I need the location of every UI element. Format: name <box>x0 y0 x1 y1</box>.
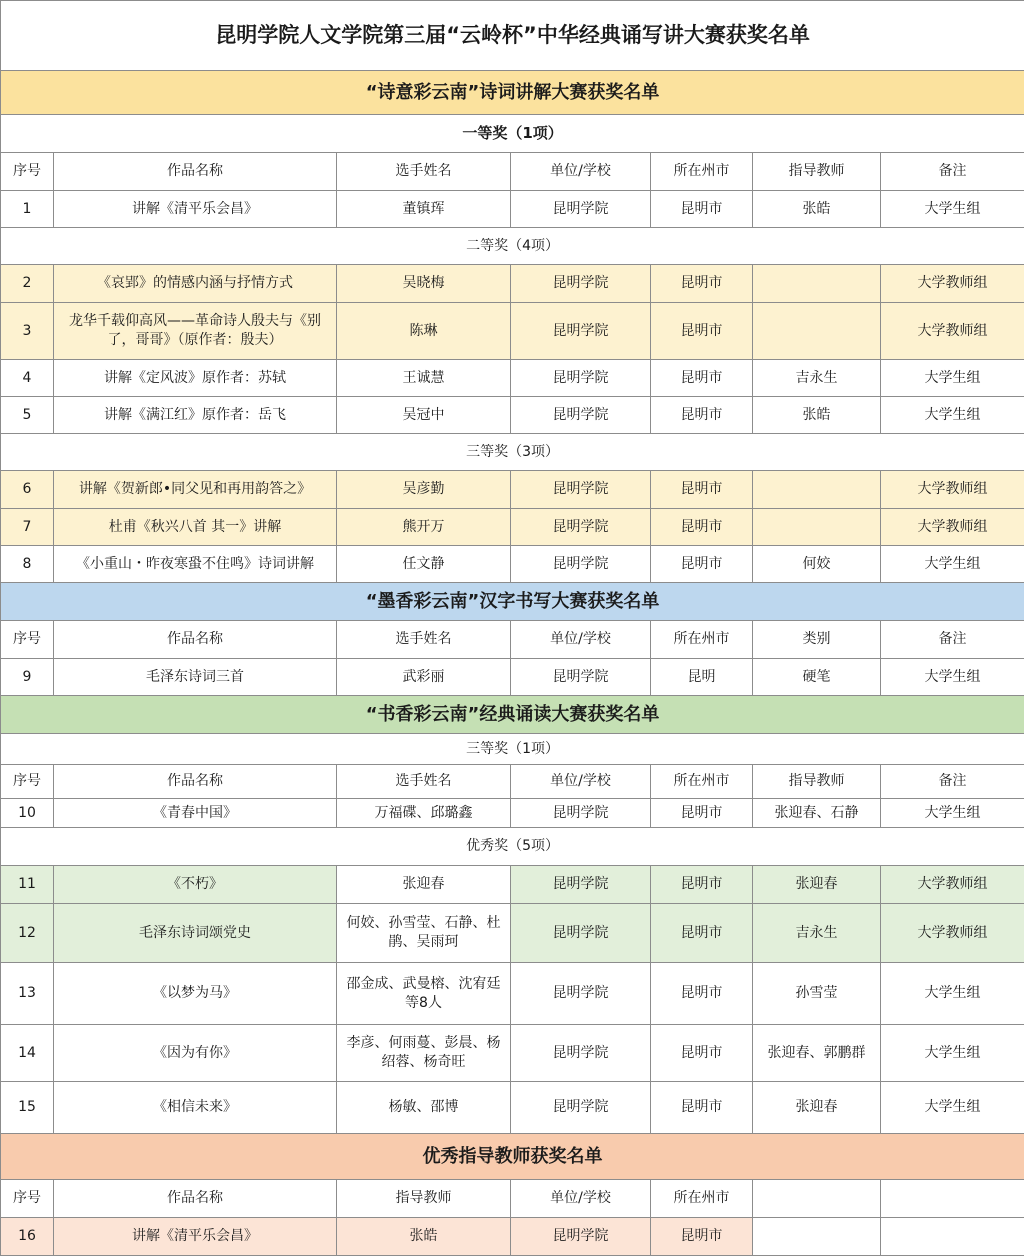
cell-advisor: 张迎春 <box>753 1082 881 1134</box>
cell-work: 毛泽东诗词三首 <box>54 659 337 696</box>
header-cell: 单位/学校 <box>511 765 651 799</box>
cell-city: 昆明市 <box>651 191 753 228</box>
award-heading-third: 三等奖（1项） <box>1 734 1024 765</box>
award-heading-first: 一等奖（1项） <box>1 115 1024 153</box>
header-cell: 选手姓名 <box>337 621 511 659</box>
cell-index: 10 <box>1 799 54 828</box>
cell-work: 《因为有你》 <box>54 1025 337 1082</box>
cell-index: 7 <box>1 509 54 546</box>
cell-school: 昆明学院 <box>511 866 651 904</box>
header-cell: 序号 <box>1 765 54 799</box>
cell-contestant: 吴晓梅 <box>337 265 511 303</box>
header-cell: 备注 <box>881 621 1024 659</box>
cell-index: 3 <box>1 303 54 360</box>
cell-work: 《小重山・昨夜寒蛩不住鸣》诗词讲解 <box>54 546 337 583</box>
cell-city: 昆明市 <box>651 471 753 509</box>
table-row <box>1 799 1024 828</box>
cell-note: 大学生组 <box>881 963 1024 1025</box>
award-heading-second: 二等奖（4项） <box>1 228 1024 265</box>
cell-contestant: 武彩丽 <box>337 659 511 696</box>
section-title-calligraphy: “墨香彩云南”汉字书写大赛获奖名单 <box>1 583 1024 621</box>
header-cell: 指导教师 <box>753 765 881 799</box>
table-row <box>1 471 1024 509</box>
cell-city: 昆明市 <box>651 1025 753 1082</box>
table-row <box>1 303 1024 360</box>
cell-city: 昆明市 <box>651 265 753 303</box>
header-cell: 备注 <box>881 153 1024 191</box>
cell-school: 昆明学院 <box>511 471 651 509</box>
cell-work: 《哀郢》的情感内涵与抒情方式 <box>54 265 337 303</box>
header-cell <box>753 1180 881 1218</box>
header-cell: 序号 <box>1 621 54 659</box>
page-title: 昆明学院人文学院第三届“云岭杯”中华经典诵写讲大赛获奖名单 <box>1 1 1024 71</box>
award-heading-third: 三等奖（3项） <box>1 434 1024 471</box>
header-cell: 单位/学校 <box>511 153 651 191</box>
cell-note: 大学教师组 <box>881 904 1024 963</box>
table-header-row <box>1 765 1024 799</box>
cell-city: 昆明市 <box>651 963 753 1025</box>
header-cell <box>881 1180 1024 1218</box>
cell-work: 讲解《贺新郎•同父见和再用韵答之》 <box>54 471 337 509</box>
table-row <box>1 1025 1024 1082</box>
cell-work: 龙华千载仰高风——革命诗人殷夫与《别了，哥哥》（原作者：殷夫） <box>54 303 337 360</box>
cell-city: 昆明市 <box>651 509 753 546</box>
header-cell: 序号 <box>1 153 54 191</box>
cell-note: 大学生组 <box>881 360 1024 397</box>
table-row <box>1 866 1024 904</box>
cell-index: 15 <box>1 1082 54 1134</box>
header-cell: 所在州市 <box>651 621 753 659</box>
cell-contestant: 董镇珲 <box>337 191 511 228</box>
cell-work: 讲解《定风波》原作者：苏轼 <box>54 360 337 397</box>
cell-advisor: 吉永生 <box>753 904 881 963</box>
cell-note: 大学教师组 <box>881 866 1024 904</box>
cell-index: 1 <box>1 191 54 228</box>
table-row <box>1 360 1024 397</box>
header-cell: 类别 <box>753 621 881 659</box>
cell-school: 昆明学院 <box>511 265 651 303</box>
cell-index: 11 <box>1 866 54 904</box>
cell-contestant: 何姣、孙雪莹、石静、杜鹃、吴雨珂 <box>337 904 511 963</box>
cell-empty <box>753 1218 881 1256</box>
cell-index: 8 <box>1 546 54 583</box>
cell-advisor: 孙雪莹 <box>753 963 881 1025</box>
cell-note: 大学教师组 <box>881 303 1024 360</box>
header-cell: 作品名称 <box>54 1180 337 1218</box>
cell-city: 昆明 <box>651 659 753 696</box>
cell-city: 昆明市 <box>651 360 753 397</box>
cell-work: 讲解《清平乐会昌》 <box>54 1218 337 1256</box>
cell-city: 昆明市 <box>651 546 753 583</box>
table-row <box>1 546 1024 583</box>
header-cell: 所在州市 <box>651 153 753 191</box>
table-row <box>1 509 1024 546</box>
cell-note: 大学生组 <box>881 799 1024 828</box>
cell-contestant: 杨敏、邵博 <box>337 1082 511 1134</box>
cell-school: 昆明学院 <box>511 904 651 963</box>
cell-city: 昆明市 <box>651 866 753 904</box>
table-row <box>1 397 1024 434</box>
cell-advisor: 吉永生 <box>753 360 881 397</box>
cell-note: 大学生组 <box>881 1082 1024 1134</box>
cell-school: 昆明学院 <box>511 1025 651 1082</box>
header-cell: 选手姓名 <box>337 153 511 191</box>
header-cell: 单位/学校 <box>511 1180 651 1218</box>
cell-work: 讲解《满江红》原作者：岳飞 <box>54 397 337 434</box>
cell-note: 大学教师组 <box>881 265 1024 303</box>
cell-advisor: 张皓 <box>337 1218 511 1256</box>
cell-advisor: 张皓 <box>753 191 881 228</box>
cell-index: 12 <box>1 904 54 963</box>
cell-work: 《青春中国》 <box>54 799 337 828</box>
cell-work: 《以梦为马》 <box>54 963 337 1025</box>
cell-work: 杜甫《秋兴八首 其一》讲解 <box>54 509 337 546</box>
cell-note: 大学教师组 <box>881 471 1024 509</box>
table-header-row <box>1 153 1024 191</box>
cell-school: 昆明学院 <box>511 963 651 1025</box>
cell-school: 昆明学院 <box>511 303 651 360</box>
cell-work: 讲解《清平乐会昌》 <box>54 191 337 228</box>
cell-note: 大学生组 <box>881 546 1024 583</box>
cell-city: 昆明市 <box>651 1218 753 1256</box>
cell-note: 大学生组 <box>881 659 1024 696</box>
table-row <box>1 1218 1024 1256</box>
cell-work: 《相信未来》 <box>54 1082 337 1134</box>
award-heading-excellent: 优秀奖（5项） <box>1 828 1024 866</box>
cell-advisor: 张迎春 <box>753 866 881 904</box>
cell-advisor <box>753 509 881 546</box>
cell-index: 4 <box>1 360 54 397</box>
header-cell: 单位/学校 <box>511 621 651 659</box>
header-cell: 备注 <box>881 765 1024 799</box>
table-row <box>1 265 1024 303</box>
cell-index: 2 <box>1 265 54 303</box>
cell-school: 昆明学院 <box>511 397 651 434</box>
header-cell: 所在州市 <box>651 1180 753 1218</box>
cell-school: 昆明学院 <box>511 659 651 696</box>
section-title-teachers: 优秀指导教师获奖名单 <box>1 1134 1024 1180</box>
cell-index: 9 <box>1 659 54 696</box>
cell-contestant: 王诚慧 <box>337 360 511 397</box>
cell-school: 昆明学院 <box>511 360 651 397</box>
table-header-row <box>1 621 1024 659</box>
cell-advisor: 何姣 <box>753 546 881 583</box>
cell-school: 昆明学院 <box>511 1218 651 1256</box>
cell-school: 昆明学院 <box>511 546 651 583</box>
cell-contestant: 吴冠中 <box>337 397 511 434</box>
cell-contestant: 万福碟、邱璐鑫 <box>337 799 511 828</box>
table-row <box>1 963 1024 1025</box>
cell-index: 13 <box>1 963 54 1025</box>
cell-contestant: 吴彦勤 <box>337 471 511 509</box>
cell-city: 昆明市 <box>651 397 753 434</box>
cell-contestant: 熊开万 <box>337 509 511 546</box>
cell-advisor <box>753 265 881 303</box>
section-title-reading: “书香彩云南”经典诵读大赛获奖名单 <box>1 696 1024 734</box>
cell-index: 14 <box>1 1025 54 1082</box>
cell-advisor: 张皓 <box>753 397 881 434</box>
cell-note: 大学生组 <box>881 191 1024 228</box>
cell-contestant: 陈琳 <box>337 303 511 360</box>
header-cell: 作品名称 <box>54 621 337 659</box>
table-row <box>1 1082 1024 1134</box>
header-cell: 作品名称 <box>54 765 337 799</box>
cell-index: 6 <box>1 471 54 509</box>
cell-empty <box>881 1218 1024 1256</box>
header-cell: 序号 <box>1 1180 54 1218</box>
table-row <box>1 191 1024 228</box>
header-cell: 指导教师 <box>337 1180 511 1218</box>
table-row <box>1 904 1024 963</box>
cell-school: 昆明学院 <box>511 509 651 546</box>
cell-index: 16 <box>1 1218 54 1256</box>
cell-contestant: 任文静 <box>337 546 511 583</box>
section-title-poetry: “诗意彩云南”诗词讲解大赛获奖名单 <box>1 71 1024 115</box>
cell-note: 大学教师组 <box>881 509 1024 546</box>
cell-index: 5 <box>1 397 54 434</box>
cell-advisor <box>753 471 881 509</box>
cell-city: 昆明市 <box>651 303 753 360</box>
cell-contestant: 李彦、何雨蔓、彭晨、杨绍蓉、杨奇旺 <box>337 1025 511 1082</box>
header-cell: 作品名称 <box>54 153 337 191</box>
cell-school: 昆明学院 <box>511 191 651 228</box>
cell-school: 昆明学院 <box>511 1082 651 1134</box>
cell-advisor <box>753 303 881 360</box>
cell-contestant: 张迎春 <box>337 866 511 904</box>
cell-category: 硬笔 <box>753 659 881 696</box>
cell-city: 昆明市 <box>651 1082 753 1134</box>
cell-school: 昆明学院 <box>511 799 651 828</box>
cell-note: 大学生组 <box>881 1025 1024 1082</box>
table-row <box>1 659 1024 696</box>
header-cell: 选手姓名 <box>337 765 511 799</box>
table-header-row <box>1 1180 1024 1218</box>
cell-work: 毛泽东诗词颂党史 <box>54 904 337 963</box>
cell-contestant: 邵金成、武曼榕、沈宥廷等8人 <box>337 963 511 1025</box>
cell-note: 大学生组 <box>881 397 1024 434</box>
cell-city: 昆明市 <box>651 799 753 828</box>
header-cell: 所在州市 <box>651 765 753 799</box>
header-cell: 指导教师 <box>753 153 881 191</box>
cell-city: 昆明市 <box>651 904 753 963</box>
cell-advisor: 张迎春、石静 <box>753 799 881 828</box>
cell-work: 《不朽》 <box>54 866 337 904</box>
cell-advisor: 张迎春、郭鹏群 <box>753 1025 881 1082</box>
